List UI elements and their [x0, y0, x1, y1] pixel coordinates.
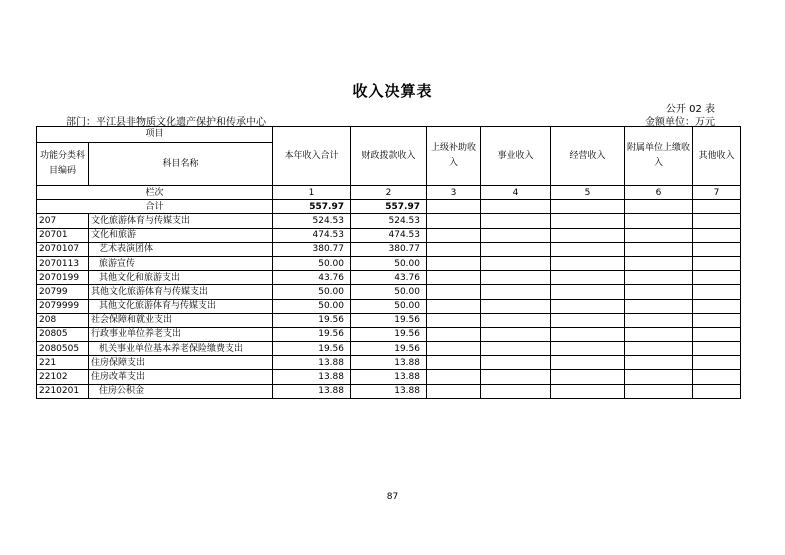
row-name: 其他文化旅游体育与传媒支出 — [89, 285, 273, 299]
empty-cell — [551, 327, 625, 341]
row-total: 474.53 — [273, 228, 351, 242]
empty-cell — [625, 313, 693, 327]
row-total: 524.53 — [273, 214, 351, 228]
empty-cell — [693, 214, 741, 228]
row-name: 住房保障支出 — [89, 356, 273, 370]
empty-cell — [693, 370, 741, 384]
row-fiscal: 474.53 — [351, 228, 427, 242]
empty-cell — [625, 327, 693, 341]
row-code: 20805 — [37, 327, 89, 341]
row-fiscal: 13.88 — [351, 356, 427, 370]
unit-label: 金额单位：万元 — [645, 117, 715, 128]
row-total: 43.76 — [273, 271, 351, 285]
column-label: 栏次 — [37, 186, 273, 200]
header-superior: 上级补助收入 — [427, 127, 481, 186]
table-row — [37, 356, 741, 370]
header-affiliated: 附属单位上缴收入 — [625, 127, 693, 186]
table-row — [37, 271, 741, 285]
header-item: 项目 — [37, 127, 273, 143]
table-row — [37, 313, 741, 327]
row-name: 艺术表演团体 — [89, 242, 273, 256]
row-total: 13.88 — [273, 384, 351, 398]
empty-cell — [625, 242, 693, 256]
empty-cell — [427, 256, 481, 270]
empty-cell — [481, 342, 551, 356]
empty-cell — [693, 242, 741, 256]
empty-cell — [625, 228, 693, 242]
empty-cell — [625, 384, 693, 398]
table-row — [37, 299, 741, 313]
empty-cell — [625, 285, 693, 299]
empty-cell — [481, 356, 551, 370]
empty-cell — [551, 384, 625, 398]
row-fiscal: 380.77 — [351, 242, 427, 256]
row-total: 13.88 — [273, 356, 351, 370]
row-name: 住房公积金 — [89, 384, 273, 398]
empty-cell — [625, 342, 693, 356]
empty-cell — [481, 327, 551, 341]
table-body — [37, 214, 741, 398]
row-code: 2210201 — [37, 384, 89, 398]
empty-cell — [481, 256, 551, 270]
row-name: 行政事业单位养老支出 — [89, 327, 273, 341]
empty-cell — [693, 384, 741, 398]
col-num: 3 — [427, 186, 481, 200]
empty-cell — [551, 342, 625, 356]
empty-cell — [481, 384, 551, 398]
col-num: 7 — [693, 186, 741, 200]
total-value: 557.97 — [273, 200, 351, 214]
empty-cell — [625, 271, 693, 285]
row-total: 50.00 — [273, 299, 351, 313]
row-name: 其他文化旅游体育与传媒支出 — [89, 299, 273, 313]
empty-cell — [481, 299, 551, 313]
empty-cell — [693, 228, 741, 242]
empty-cell — [551, 242, 625, 256]
department-label: 部门：平江县非物质文化遗产保护和传承中心 — [66, 117, 266, 128]
header-name: 科目名称 — [89, 143, 273, 186]
row-fiscal: 524.53 — [351, 214, 427, 228]
empty-cell — [427, 271, 481, 285]
row-code: 20799 — [37, 285, 89, 299]
row-total: 19.56 — [273, 342, 351, 356]
table-row — [37, 256, 741, 270]
row-name: 其他文化和旅游支出 — [89, 271, 273, 285]
empty-cell — [427, 285, 481, 299]
empty-cell — [551, 299, 625, 313]
total-fiscal: 557.97 — [351, 200, 427, 214]
empty-cell — [481, 214, 551, 228]
row-name: 住房改革支出 — [89, 370, 273, 384]
row-code: 2070199 — [37, 271, 89, 285]
empty-cell — [625, 256, 693, 270]
table-row — [37, 342, 741, 356]
table-row — [37, 214, 741, 228]
header-business: 事业收入 — [481, 127, 551, 186]
empty-cell — [551, 256, 625, 270]
page-number: 87 — [386, 492, 399, 502]
row-code: 2079999 — [37, 299, 89, 313]
empty-cell — [481, 313, 551, 327]
empty-cell — [693, 327, 741, 341]
empty-cell — [481, 370, 551, 384]
header-code: 功能分类科目编码 — [37, 143, 89, 186]
row-total: 50.00 — [273, 285, 351, 299]
table-row — [37, 370, 741, 384]
row-name: 社会保障和就业支出 — [89, 313, 273, 327]
empty-cell — [693, 299, 741, 313]
row-fiscal: 43.76 — [351, 271, 427, 285]
col-num: 1 — [273, 186, 351, 200]
row-code: 2070113 — [37, 256, 89, 270]
empty-cell — [693, 285, 741, 299]
empty-cell — [481, 242, 551, 256]
row-fiscal: 13.88 — [351, 384, 427, 398]
header-total: 本年收入合计 — [273, 127, 351, 186]
col-num: 5 — [551, 186, 625, 200]
income-table — [36, 126, 741, 399]
empty-cell — [625, 299, 693, 313]
col-num: 2 — [351, 186, 427, 200]
row-code: 207 — [37, 214, 89, 228]
page-title: 收入决算表 — [352, 82, 433, 100]
row-name: 旅游宣传 — [89, 256, 273, 270]
row-code: 20701 — [37, 228, 89, 242]
row-total: 13.88 — [273, 370, 351, 384]
table-row — [37, 327, 741, 341]
row-total: 19.56 — [273, 313, 351, 327]
total-label: 合计 — [37, 200, 273, 214]
row-total: 50.00 — [273, 256, 351, 270]
empty-cell — [551, 271, 625, 285]
empty-cell — [427, 214, 481, 228]
header-operation: 经营收入 — [551, 127, 625, 186]
empty-cell — [551, 313, 625, 327]
empty-cell — [427, 370, 481, 384]
row-fiscal: 19.56 — [351, 313, 427, 327]
col-num: 4 — [481, 186, 551, 200]
row-name: 文化和旅游 — [89, 228, 273, 242]
empty-cell — [693, 271, 741, 285]
empty-cell — [551, 228, 625, 242]
table-row — [37, 384, 741, 398]
empty-cell — [551, 285, 625, 299]
col-num: 6 — [625, 186, 693, 200]
empty-cell — [427, 299, 481, 313]
empty-cell — [625, 356, 693, 370]
row-code: 208 — [37, 313, 89, 327]
table-row — [37, 228, 741, 242]
empty-cell — [693, 313, 741, 327]
header-other: 其他收入 — [693, 127, 741, 186]
row-fiscal: 50.00 — [351, 256, 427, 270]
empty-cell — [427, 342, 481, 356]
empty-cell — [551, 370, 625, 384]
row-total: 380.77 — [273, 242, 351, 256]
empty-cell — [427, 242, 481, 256]
empty-cell — [625, 214, 693, 228]
empty-cell — [551, 214, 625, 228]
empty-cell — [481, 285, 551, 299]
row-code: 221 — [37, 356, 89, 370]
empty-cell — [427, 228, 481, 242]
row-fiscal: 19.56 — [351, 342, 427, 356]
row-fiscal: 50.00 — [351, 299, 427, 313]
empty-cell — [481, 228, 551, 242]
empty-cell — [625, 370, 693, 384]
empty-cell — [427, 327, 481, 341]
row-fiscal: 13.88 — [351, 370, 427, 384]
table-row — [37, 285, 741, 299]
row-code: 22102 — [37, 370, 89, 384]
row-total: 19.56 — [273, 327, 351, 341]
row-fiscal: 19.56 — [351, 327, 427, 341]
empty-cell — [551, 356, 625, 370]
row-fiscal: 50.00 — [351, 285, 427, 299]
empty-cell — [481, 271, 551, 285]
empty-cell — [693, 342, 741, 356]
row-name: 文化旅游体育与传媒支出 — [89, 214, 273, 228]
empty-cell — [427, 313, 481, 327]
header-fiscal: 财政拨款收入 — [351, 127, 427, 186]
form-number: 公开 02 表 — [665, 104, 715, 115]
row-code: 2070107 — [37, 242, 89, 256]
empty-cell — [693, 256, 741, 270]
row-name: 机关事业单位基本养老保险缴费支出 — [89, 342, 273, 356]
row-code: 2080505 — [37, 342, 89, 356]
empty-cell — [693, 356, 741, 370]
empty-cell — [427, 356, 481, 370]
empty-cell — [427, 384, 481, 398]
table-row — [37, 242, 741, 256]
